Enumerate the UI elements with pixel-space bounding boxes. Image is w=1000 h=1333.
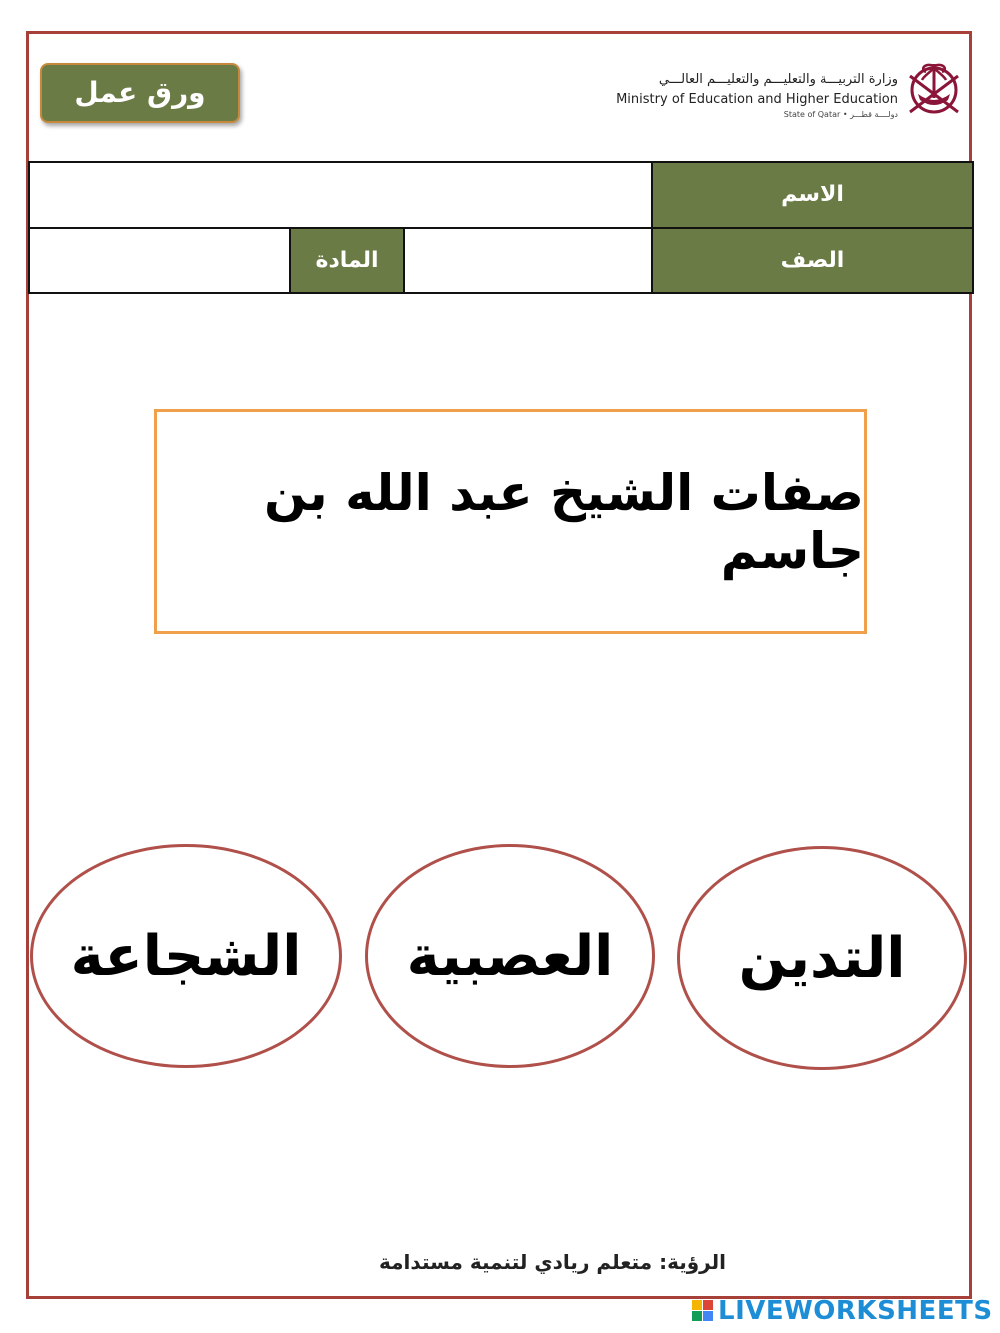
- option-oval-2[interactable]: [365, 844, 655, 1068]
- watermark-text: LIVEWORKSHEETS: [718, 1296, 993, 1326]
- ministry-name-arabic: وزارة التربيـــة والتعليـــم والتعليـــم العالـــي: [658, 72, 898, 87]
- student-info-table: [28, 161, 974, 294]
- worksheet-badge: ورق عمل: [40, 63, 240, 123]
- option-label: الشجاعة: [70, 923, 302, 989]
- state-of-qatar-label: State of Qatar • دولــــة قطـــر: [783, 110, 898, 119]
- class-label: الصف: [651, 227, 974, 294]
- name-field[interactable]: [28, 161, 653, 229]
- option-oval-1[interactable]: [677, 846, 967, 1070]
- liveworksheets-logo-icon: [692, 1300, 714, 1322]
- ministry-name-english: Ministry of Education and Higher Education: [616, 92, 898, 107]
- worksheet-title: صفات الشيخ عبد الله بن جاسم: [263, 463, 864, 580]
- option-label: التدين: [738, 925, 906, 991]
- liveworksheets-watermark: [692, 1296, 993, 1326]
- class-field[interactable]: [403, 227, 653, 294]
- vision-statement: الرؤية: متعلم ريادي لتنمية مستدامة: [379, 1250, 726, 1274]
- subject-field[interactable]: [28, 227, 291, 294]
- subject-label: المادة: [289, 227, 405, 294]
- option-oval-3[interactable]: [30, 844, 342, 1068]
- name-label: الاسم: [651, 161, 974, 229]
- qatar-emblem-icon: [902, 54, 966, 124]
- option-label: العصبية: [406, 923, 614, 989]
- ministry-logo: [616, 52, 970, 126]
- title-box: [154, 409, 867, 634]
